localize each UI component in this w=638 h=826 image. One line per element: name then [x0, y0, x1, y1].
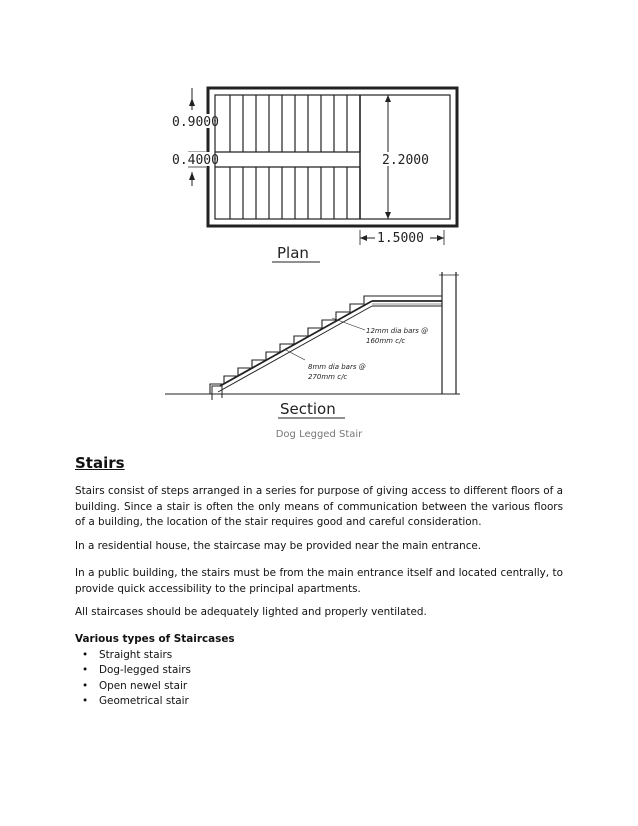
dim-width: 1.5000 — [377, 231, 424, 246]
paragraph-intro: Stairs consist of steps arranged in a series for purpose of giving access to different floors of a building. Since a stair is often the only means of communication between the various floors of a building, the location of the stair requires good and careful consideration. — [75, 485, 563, 528]
plan-treads-lower-flight — [230, 167, 360, 219]
figure-caption: Dog Legged Stair — [275, 429, 363, 440]
types-list — [75, 648, 191, 709]
list-item — [75, 648, 191, 663]
list-item-label: Dog-legged stairs — [99, 664, 191, 677]
list-item-label: Straight stairs — [99, 649, 173, 661]
dim-total-height: 2.2000 — [382, 153, 429, 168]
section-heading: Stairs — [75, 454, 125, 472]
paragraph-public: In a public building, the stairs must be from the main entrance itself and located centrally, to provide quick accessibility to the principal apartments. — [75, 567, 563, 595]
note-bottom-bars-line2: 270mm c/c — [308, 373, 348, 381]
dog-legged-stair-drawing — [160, 80, 470, 425]
bullet-icon: • — [82, 664, 89, 677]
list-item — [75, 694, 191, 709]
note-top-bars-line2: 160mm c/c — [366, 337, 406, 345]
paragraph-residential: In a residential house, the staircase may be provided near the main entrance. — [75, 540, 482, 552]
list-item-label: Geometrical stair — [99, 694, 189, 707]
bullet-icon: • — [82, 649, 89, 661]
bullet-icon: • — [82, 679, 89, 692]
types-title: Various types of Staircases — [75, 633, 235, 645]
dim-landing-width: 0.9000 — [172, 115, 219, 130]
plan-treads-upper-flight — [230, 95, 360, 152]
list-item — [75, 679, 191, 694]
note-top-bars-line1: 12mm dia bars @ — [366, 327, 429, 335]
plan-label: Plan — [277, 244, 309, 262]
list-item-label: Open newel stair — [99, 679, 188, 692]
paragraph-ventilation: All staircases should be adequately lighted and properly ventilated. — [75, 606, 427, 618]
dim-gap: 0.4000 — [172, 153, 219, 168]
bullet-icon: • — [82, 694, 89, 707]
list-item — [75, 663, 191, 678]
note-bottom-bars-line1: 8mm dia bars @ — [308, 363, 366, 371]
section-label: Section — [280, 400, 336, 418]
